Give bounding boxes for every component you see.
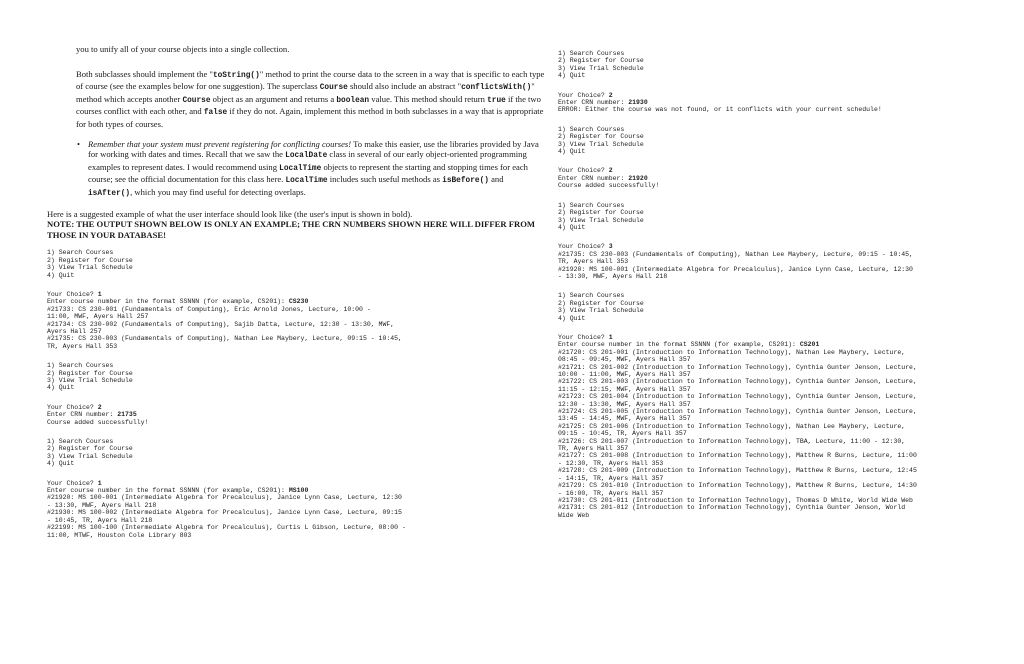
- menu: 1) Search Courses 2) Register for Course 3) View Trial Schedule 4) Quit: [558, 292, 644, 322]
- text-fragment: Both subclasses should implement the ": [76, 68, 213, 79]
- code-isafter: isAfter(): [88, 189, 131, 198]
- user-input: 21735: [117, 411, 137, 419]
- menu: 1) Search Courses 2) Register for Course 3) View Trial Schedule 4) Quit: [47, 362, 133, 392]
- note-paragraph: NOTE: THE OUTPUT SHOWN BELOW IS ONLY AN EXAMPLE; THE CRN NUMBERS SHOWN HERE WILL DIFFER FROM THOSE IN YOUR DATABASE!: [47, 219, 536, 240]
- text-fragment: and: [488, 174, 504, 185]
- console-output: ERROR: Either the course was not found, or it conflicts with your current schedule!: [558, 106, 882, 114]
- example-paragraph: Here is a suggested example of what the user interface should look like (the user's input is shown in bold).: [47, 208, 413, 219]
- user-input: 1: [97, 479, 102, 487]
- prompt: Enter course number in the format SSNNN (for example, CS201):: [47, 487, 289, 495]
- user-input: CS201: [799, 341, 820, 349]
- code-localtime: LocalTime: [279, 164, 322, 173]
- prompt: Your Choice?: [47, 403, 98, 411]
- text-fragment: should also include an abstract ": [347, 81, 462, 92]
- prompt: Your Choice?: [558, 243, 609, 251]
- bullet-item: [88, 139, 548, 200]
- prompt: Your Choice?: [47, 479, 98, 487]
- user-input: 3: [608, 243, 613, 251]
- prompt: Enter CRN number:: [558, 99, 629, 107]
- code-tostring: toString(): [212, 71, 260, 80]
- console-block: [47, 291, 548, 350]
- console-output: Course added successfully!: [558, 182, 660, 190]
- prompt: Enter course number in the format SSNNN (for example, CS201):: [47, 298, 289, 306]
- text-fragment: includes such useful methods as: [327, 174, 443, 185]
- prompt: Enter CRN number:: [558, 174, 629, 182]
- menu: 1) Search Courses 2) Register for Course 3) View Trial Schedule 4) Quit: [558, 50, 644, 80]
- menu: 1) Search Courses 2) Register for Course 3) View Trial Schedule 4) Quit: [47, 249, 133, 279]
- text-fragment: " method to print the course data to the screen in a way that is specific to each type of course (see the examples below for one suggestion). The superclass: [76, 68, 545, 92]
- text-fragment: objects to represent the starting and stopping times for each course; see the official documentation for this class here.: [88, 161, 528, 185]
- code-false: false: [203, 109, 228, 118]
- code-localdate: LocalDate: [285, 152, 328, 161]
- code-conflictswith: conflictsWith(): [461, 84, 532, 93]
- user-input: CS230: [288, 298, 309, 306]
- text-fragment: object as an argument and returns a: [210, 93, 337, 104]
- code-course: Course: [319, 84, 348, 93]
- console-block: [47, 404, 548, 426]
- text-fragment: value. This method should return: [369, 93, 488, 104]
- console-block: [47, 480, 548, 539]
- prompt: Your Choice?: [558, 333, 609, 341]
- code-true: true: [487, 96, 506, 105]
- console-output: #21720: CS 201-001 (Introduction to Information Technology), Nathan Lee Maybery, Lecture, 08:45 - 09:45, MWF, Ayers Hall 357 #21721: CS 201-002 (Introduction to Information Technology), Cynthia Gunter Jenson, Lecture, 10:00 - 11:00, MWF, Ayers Hall 357 #21722: CS 201-003 (Introduction to Information Technology), Cynthia Gunter Jenson, Lecture, 11:15 - 12:15, MWF, Ayers Hall 357 #21723: CS 201-004 (Introduction to Information Technology), Cynthia Gunter Jenson, Lecture, 12:30 - 13:30, MWF, Ayers Hall 357 #21724: CS 201-005 (Introduction to Information Technology), Cynthia Gunter Jenson, Lecture, 13:45 - 14:45, MWF, Ayers Hall 357 #21725: CS 201-006 (Introduction to Information Technology), Nathan Lee Maybery, Lecture, 09:15 - 10:45, TR, Ayers Hall 357 #21726: CS 201-007 (Introduction to Information Technology), TBA, Lecture, 11:00 - 12:30, TR, Ayers Hall 357 #21727: CS 201-008 (Introduction to Information Technology), Matthew R Burns, Lecture, 11:00 - 12:30, TR, Ayers Hall 353 #21728: CS 201-009 (Introduction to Information Technology), Matthew R Burns, Lecture, 12:45 - 14:15, TR, Ayers Hall 357 #21729: CS 201-010 (Introduction to Information Technology), Matthew R Burns, Lecture, 14:30 - 16:00, TR, Ayers Hall 357 #21730: CS 201-011 (Introduction to Information Technology), Thomas D White, World Wide Web #21731: CS 201-012 (Introduction to Information Technology), Cynthia Gunter Jenson, World Wide Web: [558, 348, 917, 519]
- console-block: [558, 243, 1018, 280]
- user-input: 1: [608, 333, 613, 341]
- text-fragment: , which you may find useful for detecting overlaps.: [130, 186, 306, 197]
- console-block: [558, 334, 1018, 519]
- menu: 1) Search Courses 2) Register for Course 3) View Trial Schedule 4) Quit: [558, 125, 644, 156]
- code-boolean: boolean: [336, 96, 370, 105]
- code-isbefore: isBefore(): [442, 177, 489, 186]
- user-input: 21930: [628, 99, 648, 107]
- intro-paragraph: you to unify all of your course objects into a single collection.: [76, 44, 290, 54]
- console-output: Course added successfully!: [47, 418, 149, 426]
- code-course: Course: [182, 96, 211, 105]
- user-input: 2: [608, 91, 613, 99]
- text-fragment: if the two courses conflict with each other, and: [76, 93, 541, 117]
- left-column: [47, 44, 548, 539]
- text-fragment: class in several of our early object-oriented programming examples to represent dates. I would recommend using: [88, 149, 527, 172]
- console-output: #21733: CS 230-001 (Fundamentals of Computing), Eric Arnold Jones, Lecture, 10:00 - 11:00, MWF, Ayers Hall 257 #21734: CS 230-002 (Fundamentals of Computing), Sajib Datta, Lecture, 12:30 - 13:30, MWF, Ayers Hall 257 #21735: CS 230-003 (Fundamentals of Computing), Nathan Lee Maybery, Lecture, 09:15 - 10:45, TR, Ayers Hall 353: [47, 305, 402, 350]
- user-input: 2: [608, 167, 613, 175]
- user-input: 1: [97, 290, 102, 298]
- text-fragment: if they do not. Again, implement this method in both subclasses in a way that is appropriate for both types of courses.: [76, 106, 544, 129]
- prompt: Enter CRN number:: [47, 411, 118, 419]
- code-localtime: LocalTime: [285, 177, 328, 186]
- console-block: [558, 167, 1018, 189]
- user-input: 21920: [628, 174, 648, 182]
- prompt: Enter course number in the format SSNNN (for example, CS201):: [558, 341, 800, 349]
- bullet-list: [76, 139, 548, 200]
- italic-warning: Remember that your system must prevent registering for conflicting courses!: [88, 138, 352, 149]
- console-output: #21735: CS 230-003 (Fundamentals of Computing), Nathan Lee Maybery, Lecture, 09:15 - 10:45, TR, Ayers Hall 353 #21920: MS 100-001 (Intermediate Algebra for Precalculus), Janice Lynn Case, Lecture, 12:30 - 13:30, MWF, Ayers Hall 218: [558, 250, 913, 280]
- subclass-paragraph: [76, 69, 548, 130]
- console-block: [558, 92, 1018, 114]
- prompt: Your Choice?: [558, 91, 609, 99]
- prompt: Your Choice?: [558, 167, 609, 175]
- menu: 1) Search Courses 2) Register for Course 3) View Trial Schedule 4) Quit: [558, 201, 644, 231]
- menu: 1) Search Courses 2) Register for Course 3) View Trial Schedule 4) Quit: [47, 438, 133, 468]
- text-fragment: To make this easier, use the libraries provided by Java for working with dates and times. Recall that we saw the: [88, 138, 539, 160]
- console-output: #21920: MS 100-001 (Intermediate Algebra for Precalculus), Janice Lynn Case, Lecture, 12:30 - 13:30, MWF, Ayers Hall 218 #21930: MS 100-002 (Intermediate Algebra for Precalculus), Janice Lynn Case, Lecture, 09:15 - 10:45, TR, Ayers Hall 218 #22199: MS 100-100 (Intermediate Algebra for Precalculus), Curtis L Gibson, Lecture, 08:00 - 11:00, MTWF, Houston Cole Library 803: [47, 494, 406, 539]
- prompt: Your Choice?: [47, 290, 98, 298]
- user-input: 2: [97, 403, 102, 411]
- right-column: [558, 50, 1018, 519]
- user-input: MS100: [288, 487, 309, 495]
- text-fragment: " method which accepts another: [76, 81, 535, 104]
